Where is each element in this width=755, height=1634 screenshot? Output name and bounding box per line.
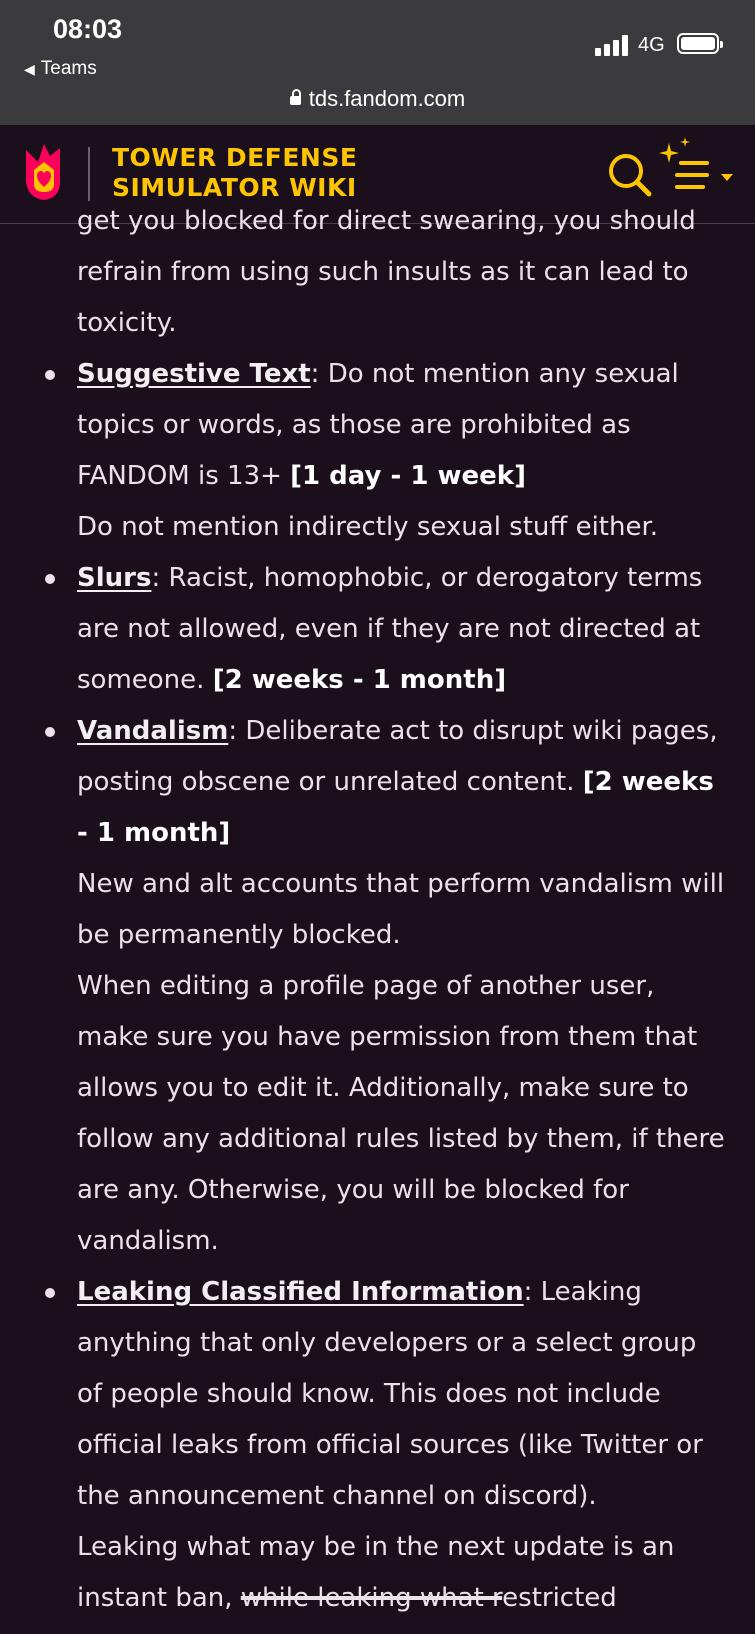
- clock: 08:03: [53, 14, 123, 44]
- rule-term-link[interactable]: Leaking Classified Information: [77, 1277, 524, 1307]
- rule-extra: Leaking what may be in the next update is an instant ban,: [77, 1532, 675, 1613]
- intro-paragraph: get you blocked for direct swearing, you should refrain from using such insults as it can lead to toxicity.: [77, 206, 696, 338]
- battery-icon: [677, 33, 719, 54]
- lock-icon: [290, 96, 301, 105]
- list-item: [0, 553, 727, 706]
- rule-term-link[interactable]: Suggestive Text: [77, 359, 311, 389]
- list-item: [0, 349, 727, 553]
- rule-text: : Leaking anything that only developers or a select group of people should know. This does not include official leaks from official sources (like Twitter or the announcement channel on discord).: [77, 1277, 703, 1511]
- article-content: [0, 206, 755, 1634]
- back-to-app-link[interactable]: [24, 58, 97, 80]
- menu-sparkle-icon[interactable]: [655, 135, 737, 197]
- address-bar[interactable]: [0, 86, 755, 112]
- signal-strength-icon: [595, 34, 631, 56]
- back-app-label: Teams: [40, 58, 97, 79]
- wiki-title-line-1: TOWER DEFENSE: [112, 143, 358, 172]
- list-item: [0, 706, 727, 1267]
- fandom-logo-icon[interactable]: [20, 140, 68, 204]
- rule-extra: estricted: [502, 1583, 617, 1613]
- rule-duration: [2 weeks - 1 month]: [77, 767, 714, 848]
- search-icon[interactable]: [608, 153, 652, 197]
- rule-extra: When editing a profile page of another user, make sure you have permission from them that allows you to edit it. Additionally, make sure to follow any additional rules listed by them, if there are any. Otherwise, you will be blocked for vandalism.: [77, 971, 725, 1256]
- rules-list: [0, 349, 755, 1624]
- wiki-title[interactable]: [112, 143, 357, 203]
- status-bar: [0, 0, 755, 125]
- rule-text: : Deliberate act to disrupt wiki pages, posting obscene or unrelated content.: [77, 716, 718, 797]
- wiki-title-line-2: SIMULATOR WIKI: [112, 173, 357, 202]
- rule-extra: New and alt accounts that perform vandalism will be permanently blocked.: [77, 869, 725, 950]
- network-type: 4G: [638, 34, 665, 56]
- back-arrow-icon: ◀: [24, 61, 35, 77]
- header-divider: [88, 147, 90, 201]
- rule-extra-strikethrough: while leaking what r: [240, 1583, 503, 1613]
- rule-duration: [2 weeks - 1 month]: [212, 665, 507, 695]
- url-text: tds.fandom.com: [308, 86, 466, 111]
- rule-term-link[interactable]: Slurs: [77, 563, 152, 593]
- list-item: [0, 1267, 727, 1624]
- rule-text: : Racist, homophobic, or derogatory terms are not allowed, even if they are not directed at someone.: [77, 563, 703, 695]
- rule-term-link[interactable]: Vandalism: [77, 716, 229, 746]
- rule-duration: [1 day - 1 week]: [290, 461, 526, 491]
- rule-text: : Do not mention any sexual topics or words, as those are prohibited as FANDOM is 13+: [77, 359, 679, 491]
- rule-extra: Do not mention indirectly sexual stuff either.: [77, 512, 659, 542]
